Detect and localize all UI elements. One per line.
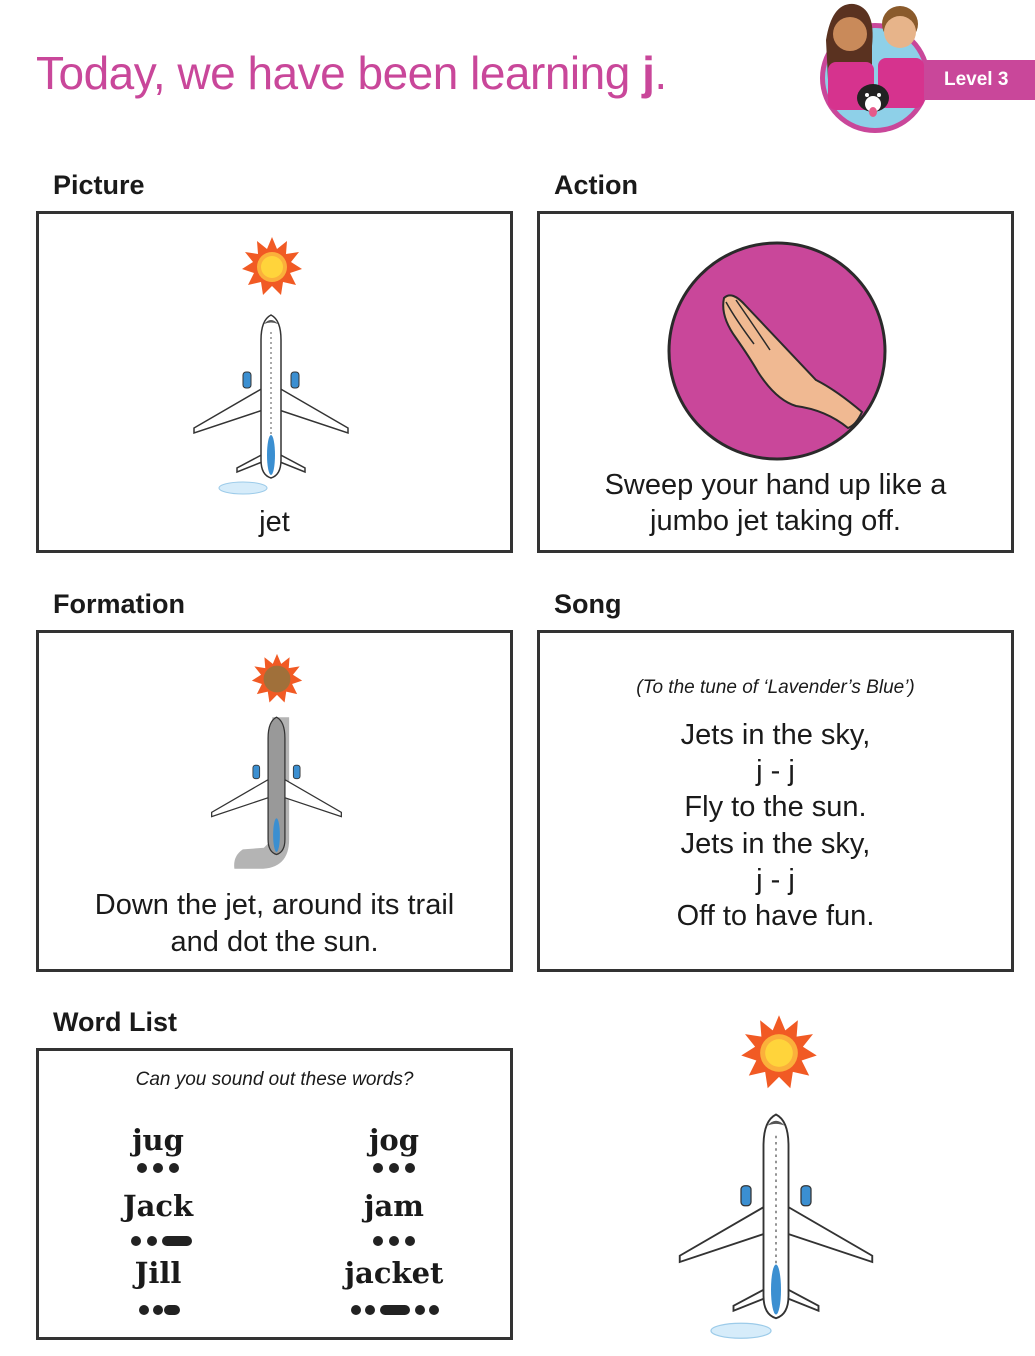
word-item: Jack xyxy=(122,1189,194,1223)
jet-icon xyxy=(676,1108,876,1346)
formation-label: Formation xyxy=(53,589,185,619)
word-item: Jill xyxy=(134,1256,182,1290)
sun-icon xyxy=(241,236,303,298)
word-item: jog xyxy=(368,1123,420,1157)
jet-formation-icon xyxy=(209,713,344,873)
action-caption-line1: Sweep your hand up like a xyxy=(604,469,947,501)
sound-buttons xyxy=(58,1235,258,1247)
song-line: Jets in the sky, xyxy=(680,719,871,751)
formation-caption-line1: Down the jet, around its trail xyxy=(94,889,455,921)
picture-label: Picture xyxy=(53,170,145,200)
sound-buttons xyxy=(294,1304,494,1316)
word-item: jug xyxy=(132,1123,184,1157)
sun-icon xyxy=(740,1014,818,1092)
hand-icon xyxy=(666,240,888,462)
children-avatar xyxy=(818,0,938,140)
word-list-prompt: Can you sound out these words? xyxy=(135,1069,414,1090)
song-line: j - j xyxy=(756,863,795,896)
song-tune-note: (To the tune of ‘Lavender’s Blue’) xyxy=(636,677,915,698)
song-line: Fly to the sun. xyxy=(684,791,867,824)
song-lyrics xyxy=(540,717,1011,934)
level-badge: Level 3 xyxy=(924,60,1035,100)
sound-buttons xyxy=(294,1162,494,1174)
word-item: jam xyxy=(364,1189,424,1223)
word-list-box xyxy=(36,1048,513,1340)
song-box xyxy=(537,630,1014,972)
picture-caption: jet xyxy=(259,506,290,538)
sound-buttons xyxy=(58,1304,258,1316)
word-item: jacket xyxy=(344,1256,444,1290)
word-list-label: Word List xyxy=(53,1007,177,1037)
action-label: Action xyxy=(554,170,638,200)
sound-buttons xyxy=(294,1235,494,1247)
picture-box xyxy=(36,211,513,553)
jet-icon xyxy=(191,310,351,500)
song-line: Off to have fun. xyxy=(676,900,875,933)
song-line: j - j xyxy=(756,755,795,788)
level-header xyxy=(818,0,1035,140)
action-caption-line2: jumbo jet taking off. xyxy=(650,505,901,537)
page-title: Today, we have been learning j. xyxy=(36,47,667,99)
sun-dot-icon xyxy=(251,653,303,705)
song-line: Jets in the sky, xyxy=(680,827,871,860)
song-label: Song xyxy=(554,589,622,619)
action-box xyxy=(537,211,1014,553)
formation-box xyxy=(36,630,513,972)
sound-buttons xyxy=(58,1162,258,1174)
formation-caption-line2: and dot the sun. xyxy=(170,926,379,958)
